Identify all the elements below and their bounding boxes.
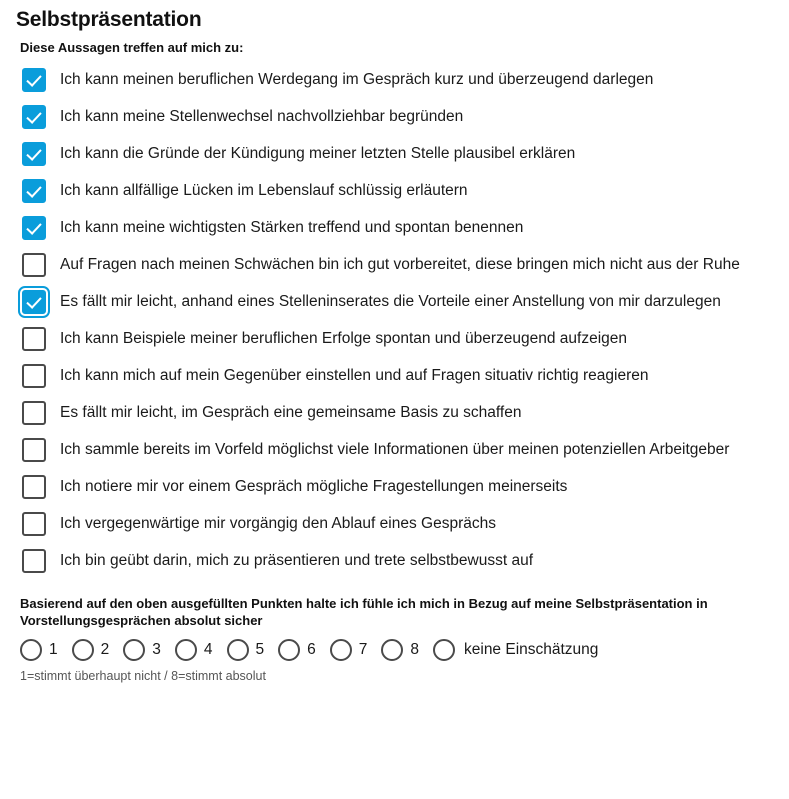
radio-button-icon[interactable] [278,639,300,661]
checkbox-unchecked-icon[interactable] [22,401,46,425]
rating-option[interactable] [381,639,419,661]
radio-button-icon[interactable] [20,639,42,661]
radio-button-icon[interactable] [123,639,145,661]
rating-option[interactable] [278,639,316,661]
rating-option[interactable] [330,639,368,661]
checklist-item-label: Ich kann Beispiele meiner beruflichen Erfolge spontan und überzeugend aufzeigen [60,330,627,347]
rating-option-label: keine Einschätzung [464,641,599,658]
checklist-item-label: Ich sammle bereits im Vorfeld möglichst viele Informationen über meinen potenziellen Arbeitgeber [60,441,730,458]
checkbox-checked-icon[interactable] [22,68,46,92]
checklist-item[interactable] [16,246,773,283]
checkbox-checked-icon[interactable] [22,142,46,166]
checklist-item[interactable] [16,98,773,135]
checkbox-unchecked-icon[interactable] [22,327,46,351]
page-title: Selbstpräsentation [16,8,202,31]
checklist-item-label: Ich bin geübt darin, mich zu präsentieren und trete selbstbewusst auf [60,552,534,569]
checkbox-unchecked-icon[interactable] [22,512,46,536]
rating-option-label: 4 [203,641,213,658]
checklist-item[interactable] [16,542,773,579]
rating-option-label: 1 [49,641,58,658]
checklist-item[interactable] [16,505,773,542]
checklist-item-label: Ich kann meinen beruflichen Werdegang im Gespräch kurz und überzeugend darlegen [60,71,654,88]
statement-checklist [16,61,773,579]
checklist-item-label: Ich kann meine Stellenwechsel nachvollziehbar begründen [60,108,464,125]
checklist-item[interactable] [16,172,773,209]
radio-button-icon[interactable] [433,639,455,661]
checklist-item[interactable] [16,135,773,172]
radio-button-icon[interactable] [330,639,352,661]
rating-option-label: 3 [152,641,161,658]
checklist-item-label: Ich vergegenwärtige mir vorgängig den Ablauf eines Gesprächs [60,515,496,532]
rating-option[interactable] [20,639,58,661]
checkbox-unchecked-icon[interactable] [22,438,46,462]
rating-option-label: 7 [358,641,368,658]
rating-option-label: 8 [410,641,419,658]
rating-scale [20,639,773,661]
rating-option[interactable] [227,639,265,661]
checklist-item[interactable] [16,468,773,505]
checkbox-unchecked-icon[interactable] [22,253,46,277]
checklist-item-label: Ich kann meine wichtigsten Stärken treffend und spontan benennen [60,219,524,236]
checklist-item[interactable] [16,320,773,357]
checkbox-checked-icon[interactable] [22,105,46,129]
form-subtitle: Diese Aussagen treffen auf mich zu: [20,40,244,55]
checklist-item[interactable] [16,283,773,320]
checkbox-unchecked-icon[interactable] [22,475,46,499]
checklist-item-label: Ich kann die Gründe der Kündigung meiner letzten Stelle plausibel erklären [60,145,576,162]
rating-option-label: 5 [255,641,265,658]
checklist-item-label: Es fällt mir leicht, im Gespräch eine gemeinsame Basis zu schaffen [60,404,522,421]
rating-question: Basierend auf den oben ausgefüllten Punkten halte ich fühle ich mich in Bezug auf meine Selbstpräsentation in Vorstellungsgesprächen absolut sicher [20,596,708,628]
checklist-item[interactable] [16,431,773,468]
rating-option-label: 6 [307,641,316,658]
rating-option[interactable] [175,639,213,661]
checklist-item-label: Ich kann mich auf mein Gegenüber einstellen und auf Fragen situativ richtig reagieren [60,367,649,384]
checkbox-checked-icon[interactable] [22,179,46,203]
rating-legend: 1=stimmt überhaupt nicht / 8=stimmt absolut [20,669,266,683]
checkbox-checked-icon[interactable] [22,290,46,314]
checklist-item-label: Ich kann allfällige Lücken im Lebenslauf schlüssig erläutern [60,182,468,199]
checkbox-unchecked-icon[interactable] [22,364,46,388]
radio-button-icon[interactable] [227,639,249,661]
checkbox-checked-icon[interactable] [22,216,46,240]
radio-button-icon[interactable] [381,639,403,661]
checklist-item-label: Es fällt mir leicht, anhand eines Stelleninserates die Vorteile einer Anstellung von mir darzulegen [60,293,721,310]
rating-option[interactable] [123,639,161,661]
rating-option[interactable] [72,639,110,661]
rating-option-label: 2 [100,641,110,658]
radio-button-icon[interactable] [175,639,197,661]
checklist-item[interactable] [16,357,773,394]
rating-option[interactable] [433,639,598,661]
checklist-item-label: Ich notiere mir vor einem Gespräch mögliche Fragestellungen meinerseits [60,478,568,495]
checkbox-unchecked-icon[interactable] [22,549,46,573]
checklist-item[interactable] [16,61,773,98]
checklist-item[interactable] [16,209,773,246]
checklist-item[interactable] [16,394,773,431]
radio-button-icon[interactable] [72,639,94,661]
checklist-item-label: Auf Fragen nach meinen Schwächen bin ich gut vorbereitet, diese bringen mich nicht aus der Ruhe [60,256,740,273]
